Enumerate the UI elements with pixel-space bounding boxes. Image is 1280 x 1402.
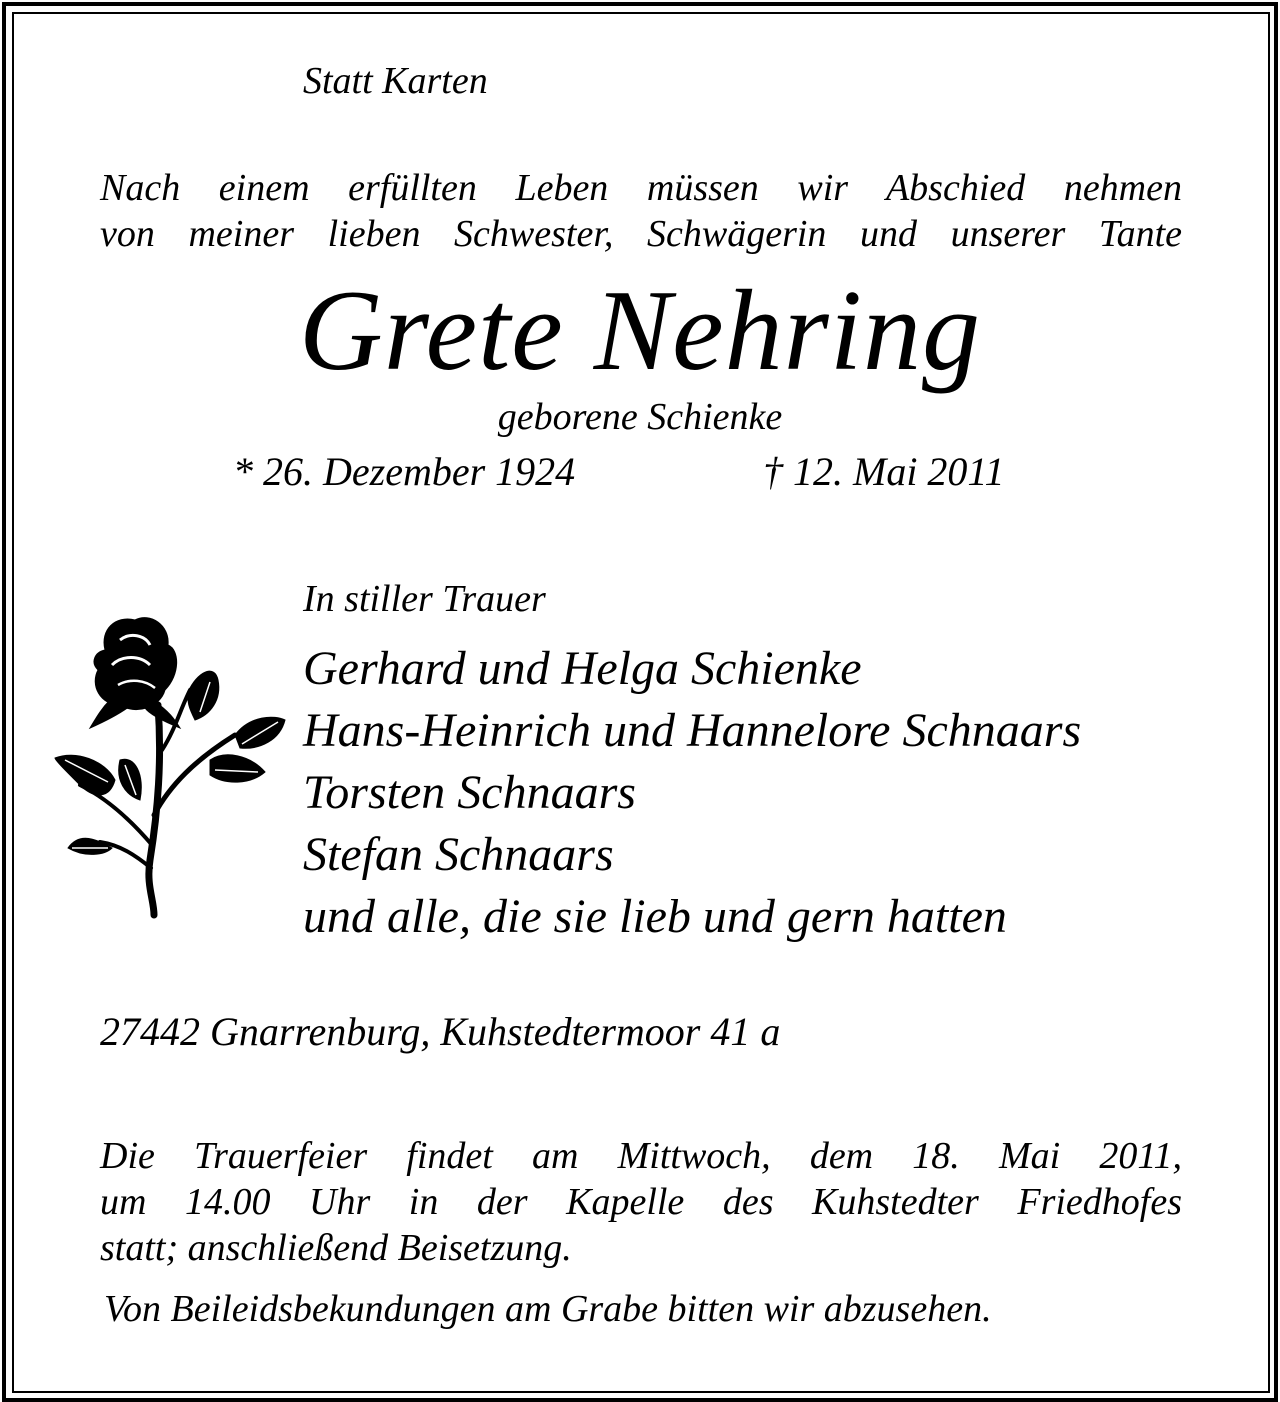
funeral-line-2: um 14.00 Uhr in der Kapelle des Kuhstedter Friedhofes bbox=[100, 1181, 1182, 1223]
mourning-heading: In stiller Trauer bbox=[303, 578, 546, 620]
funeral-line-1: Die Trauerfeier findet am Mittwoch, dem 18. Mai 2011, bbox=[100, 1135, 1182, 1177]
birth-date: * 26. Dezember 1924 bbox=[233, 449, 576, 494]
mourner-item: Gerhard und Helga Schienke bbox=[303, 642, 862, 695]
funeral-info bbox=[100, 1133, 1182, 1271]
condolence-note: Von Beileidsbekundungen am Grabe bitten wir abzusehen. bbox=[104, 1288, 992, 1330]
mourners-list bbox=[303, 638, 1081, 948]
intro-line-1: Nach einem erfüllten Leben müssen wir Abschied nehmen bbox=[100, 167, 1182, 209]
mourner-item: Hans-Heinrich und Hannelore Schnaars bbox=[303, 704, 1082, 757]
mourner-item: Torsten Schnaars bbox=[303, 766, 636, 819]
funeral-line-3: statt; anschließend Beisetzung. bbox=[100, 1227, 572, 1269]
rose-icon bbox=[50, 610, 290, 920]
address: 27442 Gnarrenburg, Kuhstedtermoor 41 a bbox=[100, 1009, 781, 1054]
maiden-name: geborene Schienke bbox=[497, 396, 783, 438]
intro-line-2: von meiner lieben Schwester, Schwägerin und unserer Tante bbox=[100, 213, 1182, 255]
statt-karten-label: Statt Karten bbox=[303, 60, 488, 102]
deceased-name: Grete Nehring bbox=[298, 267, 982, 395]
mourner-item: und alle, die sie lieb und gern hatten bbox=[303, 890, 1007, 943]
intro-text bbox=[100, 165, 1182, 257]
mourner-item: Stefan Schnaars bbox=[303, 828, 614, 881]
death-date: † 12. Mai 2011 bbox=[763, 449, 1005, 494]
